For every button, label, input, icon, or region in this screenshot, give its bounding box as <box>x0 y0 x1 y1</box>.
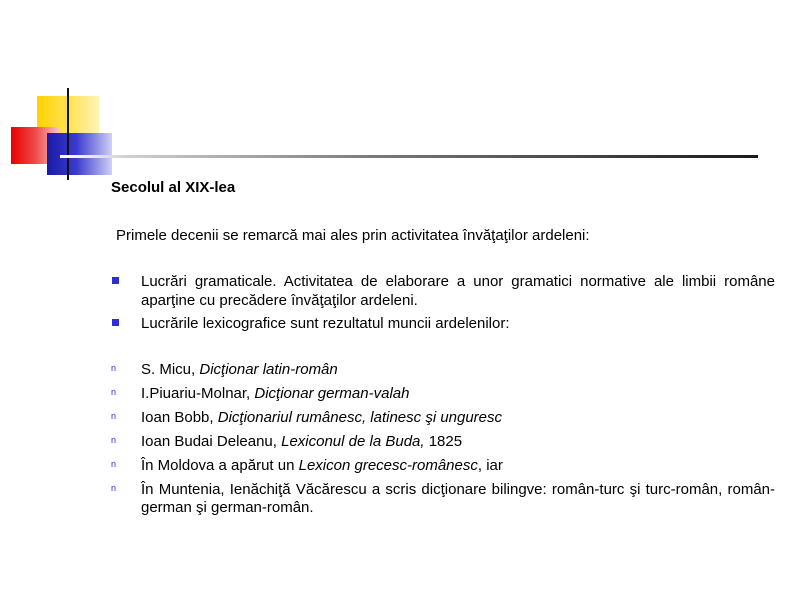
item-text: Ioan Bobb, <box>141 409 218 426</box>
n-bullet-icon: n <box>111 387 117 397</box>
item-title: Lexiconul de la Buda, <box>281 433 425 450</box>
blue-square <box>47 133 112 175</box>
item-title: Dicţionariul rumânesc, latinesc şi unguresc <box>217 409 503 426</box>
slide-content <box>111 178 775 523</box>
item-text: I.Piuariu-Molnar, <box>141 385 255 402</box>
item-title: Lexicon grecesc-românesc <box>298 457 478 474</box>
item-text: În Muntenia, Ienăchiţă Văcărescu a scris dicţionare bilingve: român-turc şi turc-român, român-german şi german-român. <box>141 481 775 516</box>
slide-heading: Secolul al XIX-lea <box>111 179 236 196</box>
list-item <box>111 457 775 475</box>
square-bullet-icon <box>112 319 119 326</box>
list-item <box>111 272 775 310</box>
n-bullet-icon: n <box>111 411 117 421</box>
list-item <box>111 433 775 451</box>
item-text: În Moldova a apărut un <box>141 457 299 474</box>
list-item-text: Lucrări gramaticale. Activitatea de elaborare a unor gramatici normative ale limbii române aparţine cu precădere învăţaţilor ardeleni. <box>141 273 775 309</box>
item-title: Dicţionar latin-român <box>199 361 338 378</box>
square-bullet-list <box>111 272 775 333</box>
list-item <box>111 385 775 403</box>
n-bullet-icon: n <box>111 363 117 373</box>
vertical-rule <box>67 88 69 180</box>
square-bullet-icon <box>112 277 119 284</box>
list-item <box>111 409 775 427</box>
item-title: Dicţionar german-valah <box>254 385 410 402</box>
intro-text: Primele decenii se remarcă mai ales prin activitatea învăţaţilor ardeleni: <box>116 227 590 244</box>
item-suffix: 1825 <box>424 433 463 450</box>
n-bullet-icon: n <box>111 459 117 469</box>
decorative-squares <box>0 0 130 190</box>
item-suffix: , iar <box>477 457 503 474</box>
list-item <box>111 314 775 333</box>
n-bullet-icon: n <box>111 435 117 445</box>
list-item <box>111 481 775 517</box>
dictionary-list <box>111 361 775 517</box>
list-item <box>111 361 775 379</box>
list-item-text: Lucrările lexicografice sunt rezultatul muncii ardelenilor: <box>141 315 510 332</box>
n-bullet-icon: n <box>111 483 117 493</box>
item-text: Ioan Budai Deleanu, <box>141 433 282 450</box>
item-text: S. Micu, <box>141 361 200 378</box>
horizontal-rule <box>60 155 758 158</box>
